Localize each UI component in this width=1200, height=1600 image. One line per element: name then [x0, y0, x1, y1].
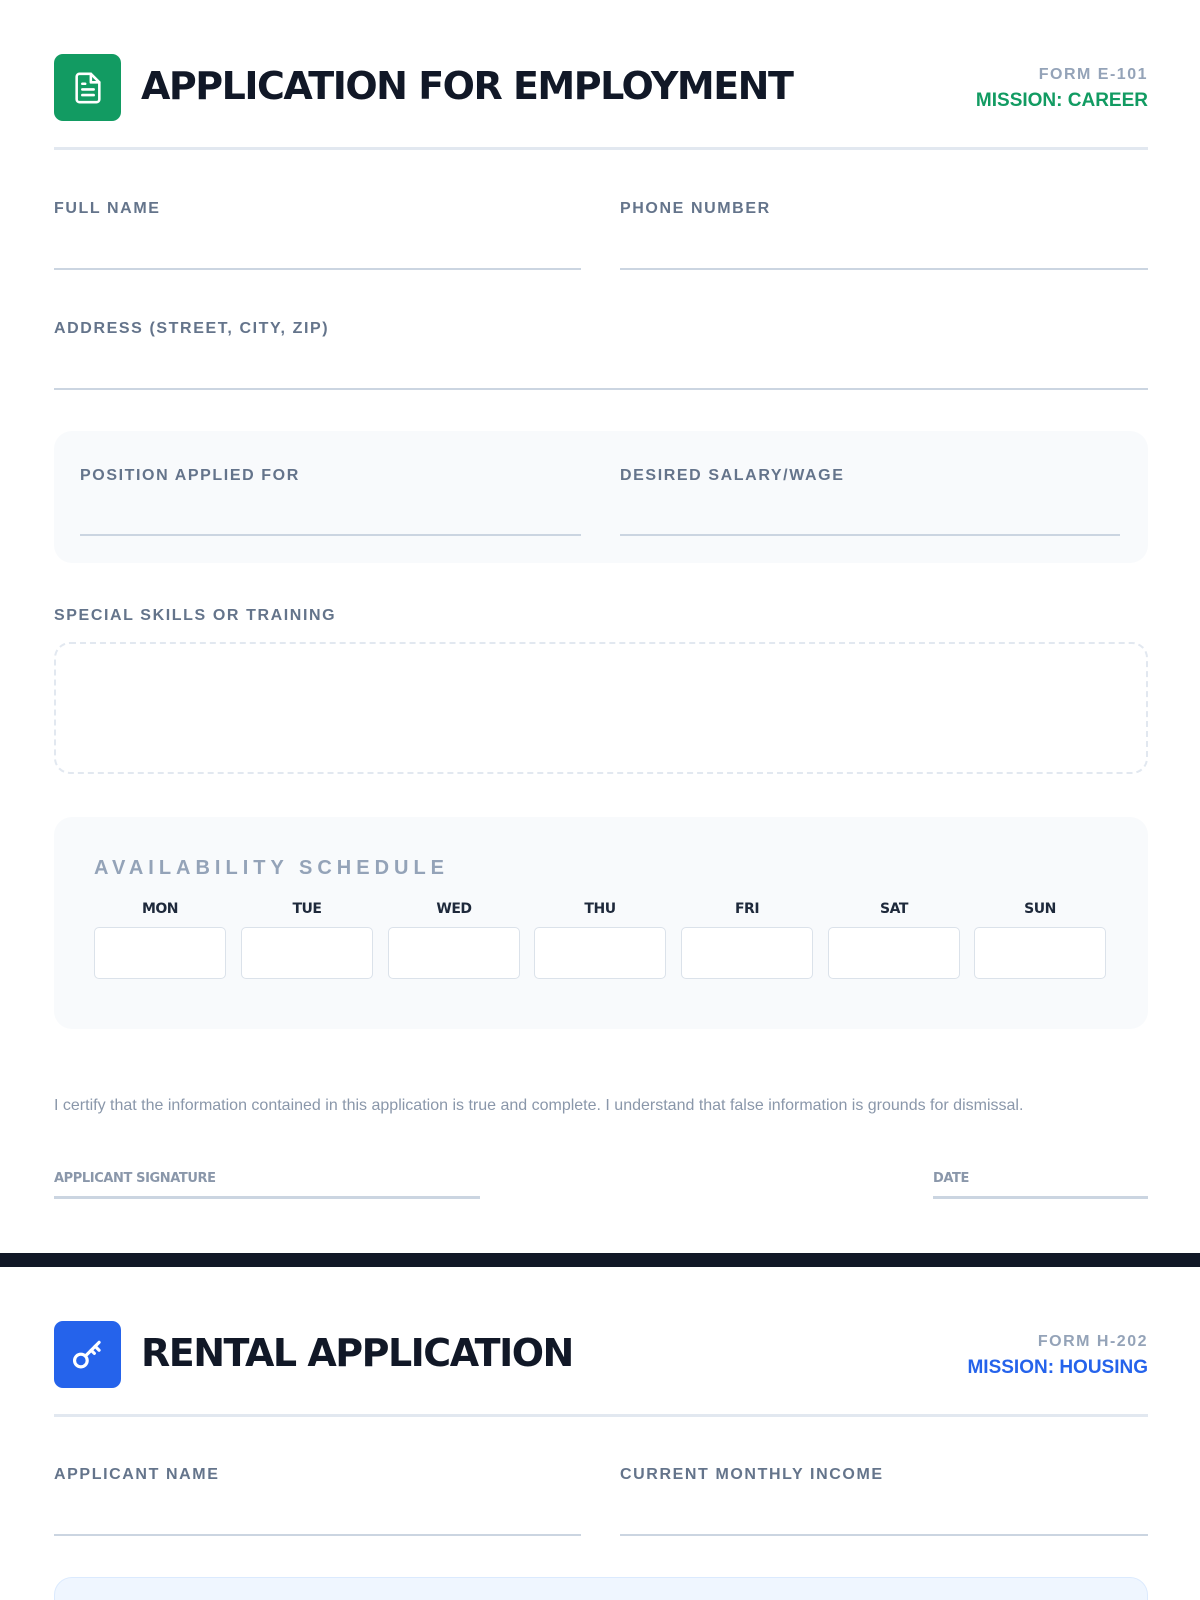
day-input-mon[interactable] — [94, 927, 226, 979]
day-input-tue[interactable] — [241, 927, 373, 979]
day-label: FRI — [734, 901, 760, 917]
form-code: FORM H-202 — [1037, 1333, 1148, 1350]
skills-textarea[interactable] — [54, 642, 1148, 774]
form-code: FORM E-101 — [1038, 66, 1148, 83]
position-label: POSITION APPLIED FOR — [80, 467, 300, 484]
skills-label: SPECIAL SKILLS OR TRAINING — [54, 607, 337, 624]
day-input-sat[interactable] — [828, 927, 960, 979]
day-label: TUE — [292, 901, 322, 917]
applicant-name-label: APPLICANT NAME — [54, 1466, 220, 1483]
day-input-wed[interactable] — [388, 927, 520, 979]
day-mon — [94, 901, 226, 979]
day-label: WED — [436, 901, 472, 917]
date-label: DATE — [933, 1171, 969, 1186]
full-name-field[interactable] — [54, 268, 581, 270]
day-sun — [974, 901, 1106, 979]
key-icon — [54, 1321, 121, 1388]
page-title: APPLICATION FOR EMPLOYMENT — [141, 64, 793, 108]
phone-number-label: PHONE NUMBER — [620, 200, 771, 217]
day-label: SUN — [1024, 901, 1056, 917]
day-label: SAT — [880, 901, 908, 917]
day-fri — [681, 901, 813, 979]
page-title: RENTAL APPLICATION — [141, 1331, 573, 1375]
applicant-name-field[interactable] — [54, 1534, 581, 1536]
day-tue — [241, 901, 373, 979]
availability-panel — [54, 817, 1148, 1029]
date-field[interactable] — [933, 1196, 1148, 1199]
monthly-income-label: CURRENT MONTHLY INCOME — [620, 1466, 884, 1483]
day-label: THU — [584, 901, 616, 917]
address-field[interactable] — [54, 388, 1148, 390]
document-icon — [54, 54, 121, 121]
employment-header — [54, 54, 1148, 150]
schedule-title: AVAILABILITY SCHEDULE — [94, 857, 450, 879]
rental-panel — [54, 1577, 1148, 1600]
signature-label: APPLICANT SIGNATURE — [54, 1171, 216, 1186]
day-input-fri[interactable] — [681, 927, 813, 979]
phone-number-field[interactable] — [620, 268, 1148, 270]
salary-field[interactable] — [620, 534, 1120, 536]
position-panel — [54, 431, 1148, 563]
monthly-income-field[interactable] — [620, 1534, 1148, 1536]
day-wed — [388, 901, 520, 979]
mission-label: MISSION: HOUSING — [967, 1357, 1148, 1378]
day-input-thu[interactable] — [534, 927, 666, 979]
address-label: ADDRESS (STREET, CITY, ZIP) — [54, 320, 330, 337]
day-sat — [828, 901, 960, 979]
rental-form — [54, 1321, 1148, 1600]
day-label: MON — [141, 901, 179, 917]
day-input-sun[interactable] — [974, 927, 1106, 979]
salary-label: DESIRED SALARY/WAGE — [620, 467, 845, 484]
form-divider — [0, 1253, 1200, 1267]
position-field[interactable] — [80, 534, 581, 536]
employment-form — [54, 54, 1148, 1204]
rental-header — [54, 1321, 1148, 1417]
signature-field[interactable] — [54, 1196, 480, 1199]
day-thu — [534, 901, 666, 979]
mission-label: MISSION: CAREER — [975, 90, 1148, 111]
certification-text: I certify that the information contained in this application is true and complete. I understand that false information is grounds for dismissal. — [54, 1097, 1024, 1114]
full-name-label: FULL NAME — [54, 200, 161, 217]
